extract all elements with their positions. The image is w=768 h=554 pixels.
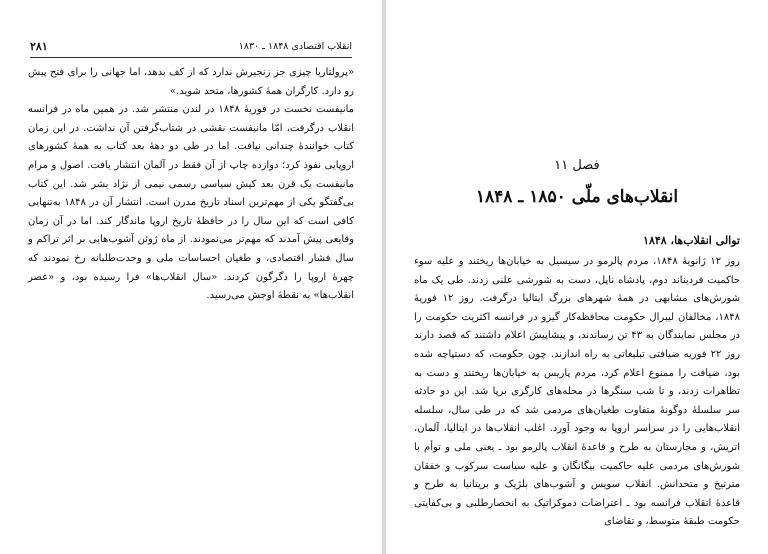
right-page	[386, 0, 768, 554]
left-page	[0, 0, 382, 554]
header-rule	[30, 57, 352, 58]
running-title: انقلاب اقتصادی ۱۸۴۸ ـ ۱۸۳۰	[238, 41, 352, 52]
body-paragraph: روز ۱۲ ژانویهٔ ۱۸۴۸، مردم پالرمو در سیسیل به خیابان‌ها ریختند و علیه سوء حاکمیت فردیناند دوم، پادشاه ناپل، دست به شورشی علنی زدند. طی یک ماه شورش‌های مشابهی در همهٔ شهرهای بزرگ ایتالیا درگرفت. روز ۱۲ فوریهٔ ۱۸۴۸، مخالفان لیبرال حکومت محافظه‌کار گیزو در فرانسه اکثریت حکومت را در مجلس نمایندگان به ۴۳ تن رساندند، و پیشاپیش اعلام داشتند که قصد دارند روز ۲۲ فوریه ضیافتی تبلیغاتی به راه اندازند. چون حکومت، که دستپاچه شده بود، ضیافت را ممنوع اعلام کرد، مردم پاریس به خیابان‌ها ریختند و دست به تظاهرات زدند، و تا شب سنگرها در محله‌های کارگری برپا شد. این دو حادثه سر سلسلهٔ دوگونهٔ متفاوت طغیان‌های مردمی شد که در طی سال، سلسله انقلاب‌هایی را در سراسر اروپا به وجود آورد. اغلب انقلاب‌ها در ایتالیا، آلمان، اتریش، و مجارستان به طرح و قاعدهٔ انقلاب پالرمو بود ـ یعنی ملی و توأم با شورش‌های مردمی علیه حاکمیت بیگانگان و علیه سیاست سرکوب و خفقان مترتیخ و متحدانش. انقلاب سویس و آشوب‌های بلژیک و بریتانیا به طرح و قاعدهٔ انقلاب فرانسه بود ـ اعتراضات دموکراتیک به انحصارطلبی و بی‌کفایتی حکومت طبقهٔ متوسط، و تقاضای	[414, 256, 741, 528]
body-paragraph: مانیفست نخست در فوریهٔ ۱۸۴۸ در لندن منتشر شد. در همین ماه در فرانسه انقلاب درگرفت، امّا مانیفست نقشی در شتاب‌گرفتن آن نداشت. در این زمان کتاب خوانندهٔ چندانی نیافت. اما در طی دو دههٔ بعد کتاب به همهٔ کشورهای اروپایی نفوذ کرد؛ دوازده چاپ از آن فقط در آلمان انتشار یافت. اصول و مرام مانیفست یک قرن بعد کیش سیاسی رسمی نیمی از نژاد بشر شد. این کتاب بی‌گفتگو یکی از مهم‌ترین اسناد تاریخ مدرن است. انتشار آن در ۱۸۴۸ به‌تنهایی کافی است که این سال را در حافظهٔ تاریخ اروپا ماندگار کند. اما در آن زمان وقایعی پیش آمدند که مهم‌تر می‌نمودند. از ماه ژوئن آشوب‌هایی بر اثر تراکم و سال فشار اقتصادی، و طغیان احساسات ملی و وحدت‌طلبانه رخ نمودند که چهرهٔ اروپا را دگرگون کردند. «سال انقلاب‌ها» فرا رسیده بود، و «عصر انقلاب‌ها» به نقطهٔ اوجش می‌رسید.	[28, 104, 355, 302]
page-number: ۲۸۱	[30, 40, 48, 53]
page-header	[30, 40, 352, 54]
chapter-number: فصل ۱۱	[554, 158, 600, 173]
left-body-text	[28, 64, 354, 306]
quote-paragraph: «پرولتاریا چیزی جز زنجیرش ندارد که از کف بدهد، اما جهانی را برای فتح پیش رو دارد. کارگران همهٔ کشورها، متحد شوید.»	[28, 67, 354, 97]
chapter-title: انقلاب‌های ملّی ۱۸۵۰ ـ ۱۸۴۸	[475, 187, 679, 207]
right-body-text	[414, 253, 740, 532]
section-heading: توالی انقلاب‌ها، ۱۸۴۸	[643, 234, 740, 247]
